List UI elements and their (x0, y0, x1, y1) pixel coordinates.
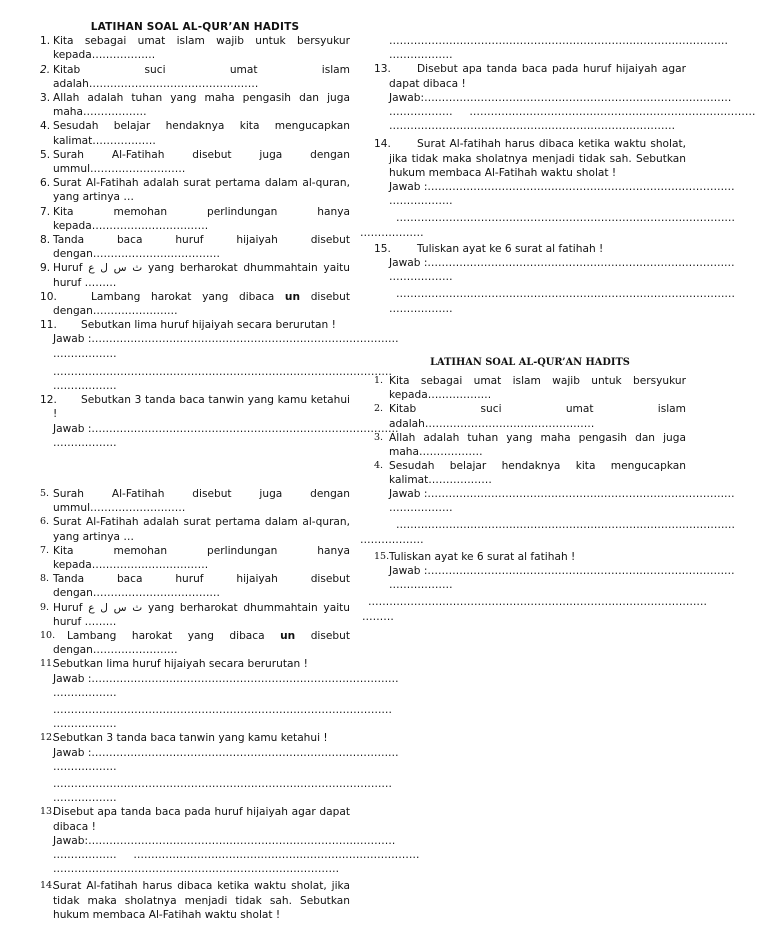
question-3: 3. Allah adalah tuhan yang maha pengasih dan juga maha……………… (40, 92, 350, 119)
question-12-copy: 12. Sebutkan 3 tanda baca tanwin yang kamu ketahui ! (40, 732, 328, 745)
answer-line-12a[interactable]: Jawab :…………………………………………………………………………… (53, 422, 399, 435)
answer-line-13c-copy[interactable]: ……………………………………………………………………… (53, 863, 340, 876)
arabic-letters: ث س ل ع (88, 262, 143, 275)
answer-line-12b[interactable]: ……………… (53, 436, 117, 449)
answer-line-15a-copy[interactable]: Jawab :…………………………………………………………………………… (389, 565, 735, 578)
question-12: 12. Sebutkan 3 tanda baca tanwin yang kamu ketahui ! (40, 394, 350, 421)
answer-line-13b[interactable]: ……………… ……………………………………………………………………… (389, 106, 756, 119)
question-7-copy: 7. Kita memohan perlindungan hanya kepada…………………………… (40, 544, 350, 572)
question-15: 15. Tuliskan ayat ke 6 surat al fatihah ! (374, 242, 604, 255)
question-4-copy: 4. Sesudah belajar hendaknya kita mengucapkan kalimat……………… (374, 460, 686, 487)
answer-line-12d-copy[interactable]: ……………… (53, 792, 117, 805)
answer-line-11d[interactable]: ……………… (53, 380, 117, 393)
answer-line-15c[interactable]: …………………………………………………………………………………… (396, 288, 735, 301)
bottom-right-column (360, 487, 735, 624)
answer-line-12b-copy[interactable]: ……………… (53, 760, 117, 773)
answer-line-13b-copy[interactable]: ……………… ……………………………………………………………………… (53, 849, 420, 862)
question-4: 4. Sesudah belajar hendaknya kita mengucapkan kalimat……………… (40, 120, 350, 147)
answer-line-12a-copy[interactable]: Jawab :…………………………………………………………………………… (53, 746, 399, 759)
second-title: LATIHAN SOAL AL-QUR’AN HADITS (430, 356, 630, 368)
answer-line-14a-copy[interactable]: Jawab :…………………………………………………………………………… (389, 488, 735, 500)
question-11: 11. Sebutkan lima huruf hijaiyah secara berurutan ! (40, 319, 336, 332)
question-1-copy: 1. Kita sebagai umat islam wajib untuk bersyukur kepada……………… (374, 375, 686, 402)
bottom-left-column (40, 487, 420, 922)
question-1: 1. Kita sebagai umat islam wajib untuk bersyukur kepada……………… (40, 35, 350, 62)
answer-line-12c-copy[interactable]: …………………………………………………………………………………… (53, 778, 392, 791)
answer-line-15d-copy[interactable]: ……… (362, 610, 394, 623)
question-10: 10. Lambang harokat yang dibaca un disebut dengan…………………… (40, 290, 350, 318)
answer-line-11c-copy[interactable]: …………………………………………………………………………………… (53, 704, 392, 717)
answer-line-11b-copy[interactable]: ……………… (53, 686, 117, 699)
answer-line-15d[interactable]: ……………… (389, 302, 453, 315)
answer-line-15b[interactable]: ……………… (389, 271, 453, 284)
answer-line-14c-copy[interactable]: …………………………………………………………………………………… (396, 519, 735, 532)
answer-line-11a-copy[interactable]: Jawab :…………………………………………………………………………… (53, 672, 399, 685)
question-7: 7. Kita memohan perlindungan hanya kepada…………………………… (40, 205, 350, 232)
question-6: 6. Surat Al-Fatihah adalah surat pertama dalam al-quran, yang artinya … (40, 177, 350, 204)
answer-line-13a-copy[interactable]: Jawab:…………………………………………………………………………… (53, 834, 396, 847)
question-8: 8. Tanda baca huruf hijaiyah disebut dengan……………………………… (40, 234, 350, 261)
answer-line-11b[interactable]: ……………… (53, 347, 117, 360)
question-2: 2. Kitab suci umat islam adalah………………………………………… (40, 63, 350, 90)
answer-line-15a[interactable]: Jawab :…………………………………………………………………………… (389, 257, 735, 270)
question-11-copy: 11. Sebutkan lima huruf hijaiyah secara berurutan ! (40, 658, 308, 671)
answer-line-15c-copy[interactable]: …………………………………………………………………………………… (368, 596, 707, 609)
top-right-column (360, 34, 756, 488)
answer-line-14c[interactable]: …………………………………………………………………………………… (396, 212, 735, 225)
answer-line-12c[interactable]: …………………………………………………………………………………… (389, 35, 728, 47)
answer-line-14d[interactable]: ……………… (360, 226, 424, 239)
top-left-column (40, 20, 399, 450)
answer-line-14a[interactable]: Jawab :…………………………………………………………………………… (389, 181, 735, 194)
question-8-copy: 8. Tanda baca huruf hijaiyah disebut dengan……………………………… (40, 573, 350, 600)
answer-line-14b[interactable]: ……………… (389, 195, 453, 208)
question-13-copy: 13. Disebut apa tanda baca pada huruf hijaiyah agar dapat dibaca ! (40, 806, 350, 833)
answer-line-15b-copy[interactable]: ……………… (389, 579, 453, 592)
answer-line-11c[interactable]: …………………………………………………………………………………… (53, 365, 392, 378)
question-14-copy: 14. Surat Al-fatihah harus dibaca ketika waktu sholat, jika tidak maka sholatnya menjadi tidak sah. Sebutkan hukum membaca Al-Fatihah waktu sholat ! (40, 880, 350, 921)
question-10-copy: 10. Lambang harokat yang dibaca un disebut dengan…………………… (40, 630, 350, 657)
question-14: 14. Surat Al-fatihah harus dibaca ketika waktu sholat, jika tidak maka sholatnya menjadi tidak sah. Sebutkan hukum membaca Al-Fatihah waktu sholat ! (374, 138, 686, 179)
question-3-copy: 3. Allah adalah tuhan yang maha pengasih dan juga maha……………… (374, 431, 686, 459)
answer-line-12d[interactable]: ……………… (389, 49, 453, 62)
page-title: LATIHAN SOAL AL-QUR’AN HADITS (90, 21, 300, 33)
question-5: 5. Surah Al-Fatihah disebut juga dengan ummul……………………… (40, 148, 350, 176)
question-9: 9. Huruf ث س ل ع yang berharokat dhummahtain yaitu huruf ……… (40, 262, 351, 289)
question-2-copy: 2. Kitab suci umat islam adalah………………………………………… (374, 403, 686, 430)
question-9-copy: 9. Huruf ث س ل ع yang berharokat dhummahtain yaitu huruf ……… (40, 601, 351, 628)
question-6-copy: 6. Surat Al-Fatihah adalah surat pertama dalam al-quran, yang artinya … (40, 516, 350, 543)
answer-line-13a[interactable]: Jawab:…………………………………………………………………………… (389, 91, 732, 104)
question-5-copy: 5. Surah Al-Fatihah disebut juga dengan ummul……………………… (40, 488, 350, 515)
answer-line-11a[interactable]: Jawab :…………………………………………………………………………… (53, 333, 399, 346)
answer-line-13c[interactable]: ……………………………………………………………………… (389, 120, 676, 133)
question-15-copy: 15. Tuliskan ayat ke 6 surat al fatihah ! (374, 550, 576, 563)
answer-line-14d-copy[interactable]: ……………… (360, 533, 424, 546)
answer-line-11d-copy[interactable]: ……………… (53, 718, 117, 731)
question-13: 13. Disebut apa tanda baca pada huruf hijaiyah agar dapat dibaca ! (374, 63, 686, 90)
answer-line-14b-copy[interactable]: ……………… (389, 502, 453, 515)
